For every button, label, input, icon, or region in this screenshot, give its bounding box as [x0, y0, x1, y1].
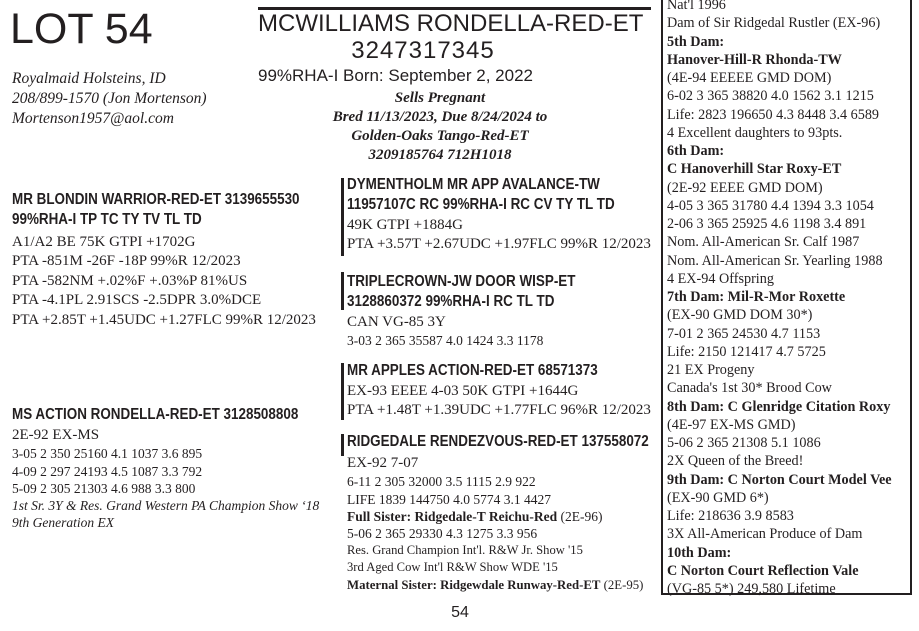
- pedigree-line: Life: 2823 196650 4.3 8448 3.4 6589: [667, 106, 880, 123]
- pedigree-line: 2X Queen of the Breed!: [667, 453, 804, 470]
- pedigree-line: 3X All-American Produce of Dam: [667, 526, 863, 543]
- pedigree-line: Nat'l 1996: [667, 0, 726, 13]
- pedigree-line: 7th Dam: Mil-R-Mor Roxette: [667, 289, 846, 305]
- maternal-sister: [347, 577, 643, 594]
- dam-name: MS ACTION RONDELLA-RED-ET 3128508808: [12, 406, 299, 423]
- maternal-sister-label: Maternal Sister: Ridgewdale Runway-Red-ET: [347, 577, 601, 592]
- sire-detail-line: PTA -582NM +.02%F +.03%P 81%US: [12, 272, 248, 289]
- maternal-grandsire-detail: EX-93 EEEE 4-03 50K GTPI +1644G: [347, 383, 579, 399]
- paternal-granddam-name: [347, 272, 575, 312]
- pedigree-line: 6th Dam:: [667, 143, 725, 159]
- pregnancy-status: Sells Pregnant: [394, 90, 486, 106]
- pedigree-line: Life: 2150 121417 4.7 5725: [667, 343, 826, 360]
- dam-classification: 2E-92 EX-MS: [12, 427, 100, 443]
- pedigree-line: 10th Dam:: [667, 544, 732, 561]
- sire-name-line: MR BLONDIN WARRIOR-RED-ET 3139655530: [12, 191, 300, 208]
- pedigree-line: 4 Excellent daughters to 93pts.: [667, 124, 843, 141]
- pedigree-line: Nom. All-American Sr. Yearling 1988: [667, 252, 883, 269]
- pedigree-line: Life: 218636 3.9 8583: [667, 508, 794, 524]
- pedigree-line: 4-05 3 365 31780 4.4 1394 3.3 1054: [667, 197, 874, 214]
- paternal-granddam-record: 3-03 2 365 35587 4.0 1424 3.3 1178: [347, 333, 544, 349]
- pedigree-line: 5th Dam:: [667, 33, 725, 50]
- maternal-grandsire-bar: [341, 363, 344, 420]
- paternal-grandsire-name: [347, 175, 615, 215]
- pedigree-line: 4 EX-94 Offspring: [667, 270, 774, 287]
- paternal-granddam-name-line: 3128860372 99%RHA-I RC TL TD: [347, 293, 555, 310]
- sire-detail-line: PTA -4.1PL 2.91SCS -2.5DPR 3.0%DCE: [12, 292, 262, 309]
- service-sire-name: Golden-Oaks Tango-Red-ET: [351, 128, 529, 144]
- dam-record: 3-05 2 350 25160 4.1 1037 3.6 895: [12, 446, 203, 462]
- full-sister-label: Full Sister: Ridgedale-T Reichu-Red: [347, 508, 558, 524]
- sire-details: [12, 233, 316, 330]
- maternal-grandsire-detail: PTA +1.48T +1.39UDC +1.77FLC 96%R 12/2023: [347, 402, 651, 419]
- show-result: 3rd Aged Cow Int'l R&W Show WDE '15: [347, 560, 558, 575]
- pedigree-line: (VG-85 5*) 249,580 Lifetime: [667, 581, 836, 597]
- dam-record: 5-09 2 305 21303 4.6 988 3.3 800: [12, 480, 196, 496]
- pedigree-line: Hanover-Hill-R Rhonda-TW: [667, 51, 842, 68]
- breeder-phone: 208/899-1570 (Jon Mortenson): [12, 90, 207, 107]
- paternal-grandsire-details: [347, 216, 651, 255]
- maternal-granddam-record: LIFE 1839 144750 4.0 5774 3.1 4427: [347, 491, 551, 507]
- pedigree-line: 6-02 3 365 38820 4.0 1562 3.1 1215: [667, 88, 874, 105]
- paternal-grandsire-bar: [341, 178, 344, 256]
- full-sister-record: 5-06 2 365 29330 4.3 1275 3.3 956: [347, 526, 538, 542]
- maternal-granddam-bar: [341, 434, 344, 456]
- breeder-info: [12, 69, 207, 129]
- full-sister: [347, 508, 643, 525]
- extended-pedigree: [667, 0, 892, 598]
- dam-details: [12, 426, 319, 531]
- paternal-grandsire-detail: 49K GTPI +1884G: [347, 217, 463, 233]
- pedigree-line: (4E-97 EX-MS GMD): [667, 416, 796, 433]
- paternal-granddam-bar: [341, 272, 344, 310]
- page-number: 54: [451, 604, 469, 621]
- pedigree-line: 5-06 2 365 21308 5.1 1086: [667, 435, 821, 451]
- rha-born-date: 99%RHA-I Born: September 2, 2022: [258, 66, 533, 85]
- paternal-grandsire-name-line: DYMENTHOLM MR APP AVALANCE-TW: [347, 176, 600, 193]
- dam-note: 1st Sr. 3Y & Res. Grand Western PA Champion Show ‘18: [12, 498, 320, 514]
- pedigree-line: Canada's 1st 30* Brood Cow: [667, 380, 832, 397]
- pedigree-line: 9th Dam: C Norton Court Model Vee: [667, 471, 892, 488]
- sire-detail-line: PTA -851M -26F -18P 99%R 12/2023: [12, 253, 241, 270]
- lot-number: LOT 54: [10, 5, 153, 53]
- animal-name: MCWILLIAMS RONDELLA-RED-ET: [258, 10, 644, 37]
- show-result: Res. Grand Champion Int'l. R&W Jr. Show '15: [347, 543, 583, 558]
- pedigree-line: (2E-92 EEEE GMD DOM): [667, 179, 823, 196]
- pedigree-line: C Norton Court Reflection Vale: [667, 562, 859, 579]
- dam-note: 9th Generation EX: [12, 515, 114, 531]
- pedigree-line: C Hanoverhill Star Roxy-ET: [667, 161, 842, 178]
- dam-record: 4-09 2 297 24193 4.5 1087 3.3 792: [12, 463, 203, 479]
- maternal-grandsire-details: [347, 382, 651, 421]
- maternal-grandsire-name: MR APPLES ACTION-RED-ET 68571373: [347, 362, 598, 379]
- pedigree-line: 8th Dam: C Glenridge Citation Roxy: [667, 398, 891, 415]
- breeder-name: Royalmaid Holsteins, ID: [12, 70, 166, 87]
- maternal-granddam-classification: EX-92 7-07: [347, 455, 419, 471]
- pedigree-line: 7-01 2 365 24530 4.7 1153: [667, 325, 821, 342]
- maternal-granddam-name: RIDGEDALE RENDEZVOUS-RED-ET 137558072: [347, 433, 649, 450]
- pedigree-line: (EX-90 GMD DOM 30*): [667, 307, 813, 324]
- pedigree-line: Dam of Sir Ridgedal Rustler (EX-96): [667, 15, 881, 32]
- sire-name-line: 99%RHA-I TP TC TY TV TL TD: [12, 211, 202, 228]
- paternal-granddam-classification: CAN VG-85 3Y: [347, 314, 446, 330]
- paternal-grandsire-detail: PTA +3.57T +2.67UDC +1.97FLC 99%R 12/2023: [347, 236, 651, 253]
- pedigree-line: 21 EX Progeny: [667, 362, 755, 378]
- breeder-email: Mortenson1957@aol.com: [12, 110, 174, 127]
- maternal-granddam-record: 6-11 2 305 32000 3.5 1115 2.9 922: [347, 474, 536, 490]
- service-sire-id: 3209185764 712H1018: [368, 147, 512, 163]
- registration-number: 3247317345: [351, 37, 495, 64]
- pregnancy-info: [300, 89, 580, 165]
- maternal-granddam-details: [347, 454, 643, 594]
- sire-detail-line: PTA +2.85T +1.45UDC +1.27FLC 99%R 12/2023: [12, 311, 316, 328]
- breeding-dates: Bred 11/13/2023, Due 8/24/2024 to: [332, 109, 548, 125]
- maternal-sister-class: (2E-95): [600, 577, 644, 592]
- full-sister-class: (2E-96): [557, 508, 603, 524]
- sire-name: [12, 190, 300, 230]
- pedigree-line: Nom. All-American Sr. Calf 1987: [667, 234, 860, 251]
- sire-detail-line: A1/A2 BE 75K GTPI +1702G: [12, 234, 196, 250]
- pedigree-line: (EX-90 GMD 6*): [667, 489, 769, 506]
- pedigree-line: (4E-94 EEEEE GMD DOM): [667, 70, 832, 86]
- paternal-grandsire-name-line: 11957107C RC 99%RHA-I RC CV TY TL TD: [347, 196, 615, 213]
- paternal-granddam-name-line: TRIPLECROWN-JW DOOR WISP-ET: [347, 273, 576, 290]
- paternal-granddam-details: [347, 313, 543, 350]
- pedigree-line: 2-06 3 365 25925 4.6 1198 3.4 891: [667, 216, 867, 232]
